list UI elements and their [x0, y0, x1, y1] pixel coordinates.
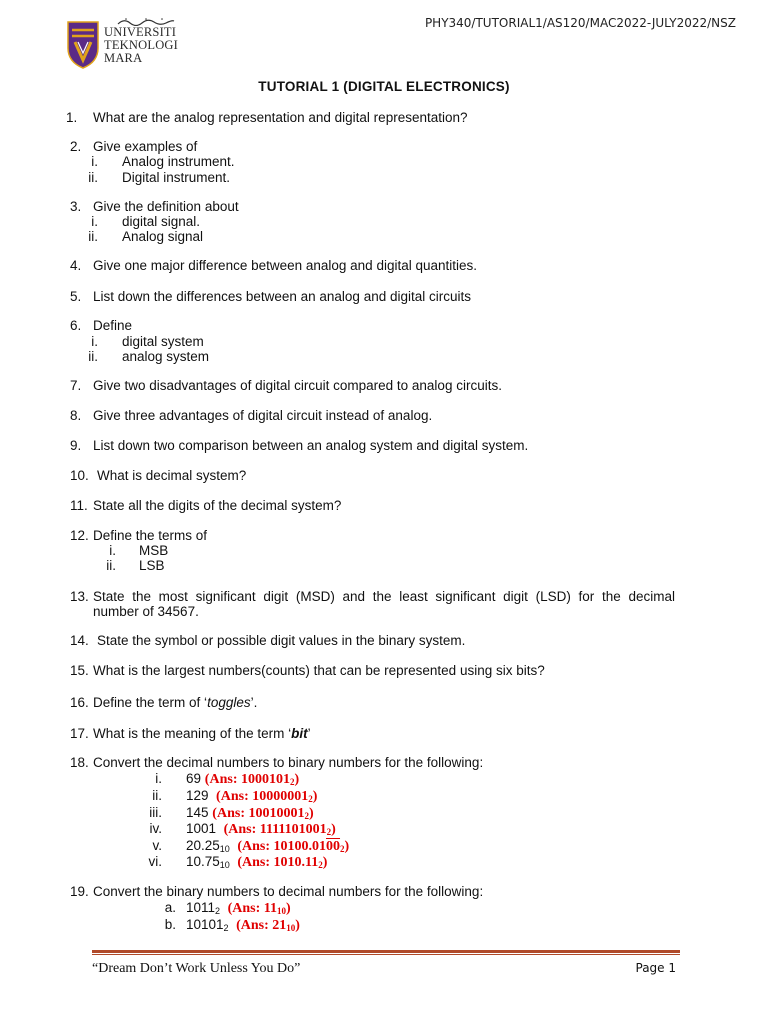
item-value: 20.25 — [186, 838, 220, 853]
question-number: 19. — [70, 884, 89, 899]
question-number: 5. — [70, 289, 82, 304]
item-value: 1001 — [186, 821, 217, 836]
sub-item: Analog signal — [122, 229, 204, 244]
answer-base: 10 — [286, 923, 296, 933]
question-number: 10. — [70, 468, 89, 483]
repeating-digits: 00 — [326, 839, 341, 854]
conversion-item — [186, 821, 336, 838]
question-number: 6. — [70, 318, 82, 333]
logo-wordmark — [104, 26, 178, 65]
item-label: iii. — [149, 805, 162, 820]
item-label: i. — [155, 771, 162, 786]
answer: (Ans: $10010001_2$) — [212, 806, 314, 821]
question-number: 7. — [70, 378, 82, 393]
uitm-logo — [66, 18, 194, 72]
question-number: 18. — [70, 755, 89, 770]
document-code: PHY340/TUTORIAL1/AS120/MAC2022-JULY2022/NSZ — [424, 16, 736, 30]
sub-item: Analog instrument. — [122, 154, 235, 169]
answer-close: ) — [331, 822, 336, 837]
question-number: 1. — [66, 110, 78, 125]
question-number: 8. — [70, 408, 82, 423]
answer-text: Ans: 10010001 — [216, 806, 305, 821]
question-text: Give two disadvantages of digital circuit compared to analog circuits. — [93, 378, 502, 393]
question-text: What is the largest numbers(counts) that can be represented using six bits? — [93, 663, 545, 678]
value-base: 2 — [223, 923, 229, 933]
footer-divider — [92, 950, 680, 953]
value-base: 2 — [215, 906, 221, 916]
question-text: List down two comparison between an analog system and digital system. — [93, 438, 529, 453]
question-text: What is decimal system? — [97, 468, 247, 483]
value-base: 10 — [219, 844, 230, 854]
footer-quote: “Dream Don’t Work Unless You Do” — [92, 961, 301, 976]
sub-item: digital system — [122, 334, 204, 349]
answer-base: 2 — [308, 794, 313, 804]
answer: (Ans: $10000001_2$) — [216, 789, 318, 804]
answer-base: 10 — [276, 906, 286, 916]
item-label: v. — [152, 838, 162, 853]
item-value: 129 — [186, 788, 209, 803]
conversion-item — [186, 854, 327, 871]
answer-text: Ans: 1010.11 — [242, 855, 319, 870]
roman-label: i. — [91, 154, 98, 169]
answer: (Ans: $1000101_2$) — [204, 772, 300, 787]
logo-line-2: TEKNOLOGI — [104, 38, 179, 52]
answer-base: 2 — [289, 777, 295, 787]
conversion-item — [186, 900, 291, 917]
item-label: vi. — [148, 854, 162, 869]
answer: (Ans: $10100.0100_2$) — [237, 839, 350, 854]
roman-label: ii. — [88, 170, 98, 185]
answer-close: ) — [294, 772, 300, 787]
item-value: 10101 — [186, 917, 224, 932]
item-value: 145 — [186, 805, 209, 820]
answer-base: 2 — [318, 860, 323, 870]
page-number: Page 1 — [635, 961, 676, 975]
item-value: 10.75 — [186, 854, 220, 869]
answer-base: 2 — [304, 811, 309, 821]
answer: (Ans: $1111101001_2$) — [223, 822, 336, 837]
logo-line-1: UNIVERSITI — [104, 25, 177, 39]
roman-label: i. — [91, 334, 98, 349]
answer-base: 2 — [326, 827, 332, 837]
conversion-item — [186, 788, 317, 805]
item-label: iv. — [149, 821, 162, 836]
answer: (Ans: $1010.11_2$) — [237, 855, 328, 870]
roman-label: i. — [109, 543, 116, 558]
item-label: a. — [164, 900, 176, 915]
question-number: 11. — [70, 498, 88, 513]
page-title: TUTORIAL 1 (DIGITAL ELECTRONICS) — [258, 79, 510, 94]
answer-text: Ans: 1111101001 — [228, 822, 327, 837]
answer-close: ) — [308, 806, 314, 821]
roman-label: i. — [91, 214, 98, 229]
text-segment: What is the meaning of the term ‘ — [93, 726, 292, 741]
answer-base: 2 — [340, 844, 345, 854]
answer-text: Ans: 1000101 — [209, 772, 290, 787]
question-text: Give the definition about — [93, 199, 239, 214]
sub-item: Digital instrument. — [122, 170, 231, 185]
conversion-item — [186, 771, 299, 788]
question-text: Define the terms of — [93, 528, 208, 543]
sub-item: LSB — [139, 558, 165, 573]
logo-line-3: MARA — [104, 51, 143, 65]
item-value: 69 — [186, 771, 202, 786]
value-base: 10 — [219, 860, 230, 870]
question-text: Give examples of — [93, 139, 198, 154]
question-number: 13. — [70, 589, 89, 604]
term-bit: bit — [291, 726, 308, 741]
text-segment: ’ — [307, 726, 311, 741]
question-text — [93, 695, 257, 711]
roman-label: ii. — [88, 349, 98, 364]
question-number: 3. — [70, 199, 82, 214]
answer-close: ) — [312, 789, 318, 804]
conversion-item — [186, 805, 314, 822]
question-text: State all the digits of the decimal system? — [93, 498, 342, 513]
sub-item: analog system — [122, 349, 210, 364]
answer-close: ) — [285, 901, 291, 916]
answer-text: Ans: 10100.01 — [242, 839, 327, 854]
question-number: 2. — [70, 139, 82, 154]
roman-label: ii. — [106, 558, 116, 573]
question-text: Convert the decimal numbers to binary numbers for the following: — [93, 755, 484, 770]
question-text: What are the analog representation and digital representation? — [93, 110, 468, 125]
answer-close: ) — [295, 918, 300, 933]
shield-icon — [66, 20, 100, 70]
answer: (Ans: $21_{10}$) — [236, 918, 300, 933]
question-text-cont: number of 34567. — [93, 604, 199, 619]
question-number: 12. — [70, 528, 89, 543]
answer-close: ) — [344, 839, 350, 854]
answer-text: Ans: 11 — [232, 901, 277, 916]
conversion-item — [186, 838, 349, 855]
roman-label: ii. — [88, 229, 98, 244]
item-value: 1011 — [186, 900, 216, 915]
footer-divider-thin — [92, 954, 680, 955]
answer-close: ) — [322, 855, 328, 870]
question-number: 4. — [70, 258, 82, 273]
question-number: 9. — [70, 438, 82, 453]
question-text: State the symbol or possible digit values in the binary system. — [97, 633, 466, 648]
question-text: Convert the binary numbers to decimal numbers for the following: — [93, 884, 484, 899]
sub-item: MSB — [139, 543, 169, 558]
text-segment: ’. — [250, 695, 258, 710]
question-number: 15. — [70, 663, 89, 678]
answer-text: Ans: 21 — [240, 918, 287, 933]
conversion-item — [186, 917, 300, 934]
item-label: b. — [164, 917, 176, 932]
sub-item: digital signal. — [122, 214, 201, 229]
item-label: ii. — [152, 788, 162, 803]
term-toggles: toggles — [207, 695, 251, 710]
question-text: Define — [93, 318, 133, 333]
question-text: Give one major difference between analog and digital quantities. — [93, 258, 478, 273]
text-segment: Define the term of ‘ — [93, 695, 208, 710]
answer: (Ans: $11_{10}$) — [227, 901, 291, 916]
question-number: 17. — [70, 726, 89, 741]
question-text — [93, 726, 311, 742]
answer-text: Ans: 10000001 — [220, 789, 309, 804]
question-text: Give three advantages of digital circuit instead of analog. — [93, 408, 433, 423]
question-number: 16. — [70, 695, 89, 710]
question-text: List down the differences between an analog and digital circuits — [93, 289, 471, 304]
question-number: 14. — [70, 633, 89, 648]
question-text: State the most significant digit (MSD) and the least significant digit (LSD) for the decimal — [93, 589, 675, 604]
